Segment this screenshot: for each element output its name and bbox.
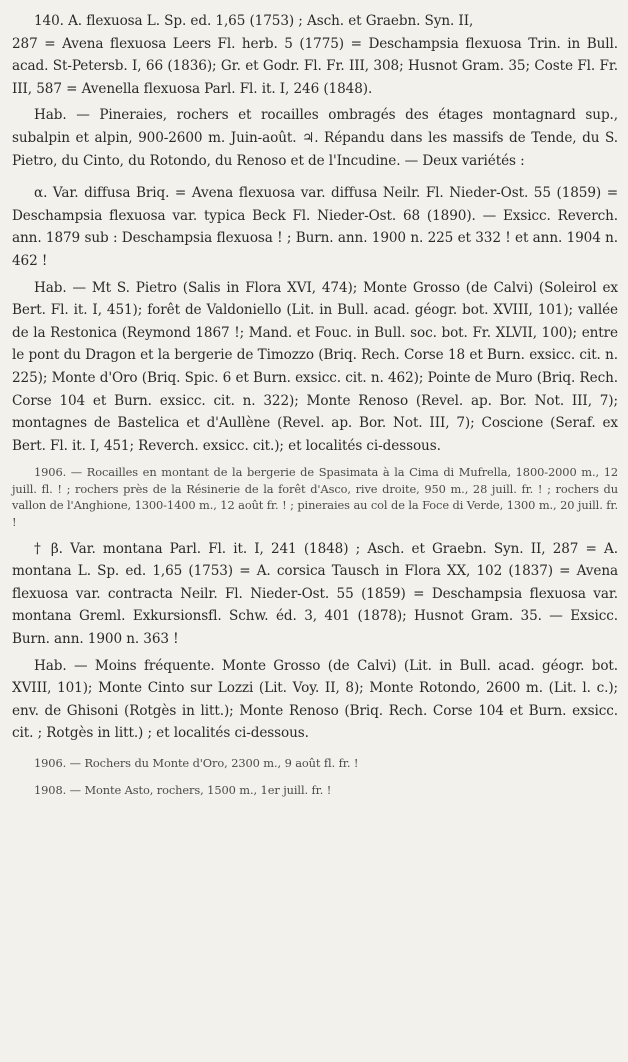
- var-beta-habitat: Hab. — Moins fréquente. Monte Grosso (de Calvi) (Lit. in Bull. acad. géogr. bot. XVIII, 101); Monte Cinto sur Lozzi (Lit. Voy. II, 8); Monte Rotondo, 2600 m. (Lit. l. c.); env. de Ghisoni (Rotgès in litt.); Monte Renoso (Briq. Rech. Corse 104 et Burn. exsicc. cit. ; Rotgès in litt.) ; et localités ci-dessous.: [12, 657, 618, 742]
- entry-140-synonymy: 287 = Avena flexuosa Leers Fl. herb. 5 (1775) = Deschampsia flexuosa Trin. in Bull. acad. St-Petersb. I, 66 (1836); Gr. et Godr. Fl. Fr. III, 308; Husnot Gram. 35; Coste Fl. Fr. III, 587 = Avenella flexuosa Parl. Fl. it. I, 246 (1848).: [12, 35, 618, 97]
- var-alpha-heading: α. Var. diffusa Briq. = Avena flexuosa var. diffusa Neilr. Fl. Nieder-Ost. 55 (1859) = Deschampsia flexuosa var. typica Beck Fl. Nieder-Ost. 68 (1890). — Exsicc. Reverch. ann. 1879 sub : Deschampsia flexuosa ! ; Burn. ann. 1900 n. 225 et 332 ! et ann. 1904 n. 462 !: [12, 185, 618, 269]
- var-beta-note-1906: 1906. — Rochers du Monte d'Oro, 2300 m., 9 août fl. fr. !: [34, 756, 359, 770]
- entry-140-heading: 140. A. flexuosa L. Sp. ed. 1,65 (1753) ; Asch. et Graebn. Syn. II,: [34, 13, 474, 29]
- var-alpha-habitat: Hab. — Mt S. Pietro (Salis in Flora XVI, 474); Monte Grosso (de Calvi) (Soleirol ex Bert. Fl. it. I, 451); forêt de Valdoniello (Lit. in Bull. acad. géogr. bot. XVIII, 101); vallée de la Restonica (Reymond 1867 !; Mand. et Fouc. in Bull. soc. bot. Fr. XLVII, 100); entre le pont du Dragon et la bergerie de Timozzo (Briq. Rech. Corse 18 et Burn. exsicc. cit. n. 225); Monte d'Oro (Briq. Spic. 6 et Burn. exsicc. cit. n. 462); Pointe de Muro (Briq. Rech. Corse 104 et Burn. exsicc. cit. n. 322); Monte Renoso (Revel. ap. Bor. Not. III, 7); montagnes de Bastelica et d'Aullène (Revel. ap. Bor. Not. III, 7); Coscione (Seraf. ex Bert. Fl. it. I, 451; Reverch. exsicc. cit.); et localités ci-dessous.: [12, 279, 618, 454]
- var-beta-note-1908: 1908. — Monte Asto, rochers, 1500 m., 1er juill. fr. !: [34, 782, 332, 797]
- entry-140-habitat: Hab. — Pineraies, rochers et rocailles ombragés des étages montagnard sup., subalpin et alpin, 900-2600 m. Juin-août. ♃. Répandu dans les massifs de Tende, du S. Pietro, du Cinto, du Rotondo, du Renoso et de l'Incudine. — Deux variétés :: [12, 107, 618, 169]
- var-alpha-note-1906: 1906. — Rocailles en montant de la bergerie de Spasimata à la Cima di Mufrella, 1800-2000 m., 12 juill. fl. ! ; rochers près de la Résinerie de la forêt d'Asco, rive droite, 950 m., 28 juill. fr. ! ; rochers du vallon de l'Anghione, 1300-1400 m., 12 août fr. ! ; pineraies au col de la Foce di Verde, 1300 m., 20 juill. fr. !: [12, 465, 618, 530]
- var-beta-heading: † β. Var. montana Parl. Fl. it. I, 241 (1848) ; Asch. et Graebn. Syn. II, 287 = A. montana L. Sp. ed. 1,65 (1753) = A. corsica Tausch in Flora XX, 102 (1837) = Avena flexuosa var. contracta Neilr. Fl. Nieder-Ost. 55 (1859) = Deschampsia flexuosa var. montana Greml. Exkursionsfl. Schw. éd. 3, 401 (1878); Husnot Gram. 35. — Exsicc. Burn. ann. 1900 n. 363 !: [12, 540, 618, 648]
